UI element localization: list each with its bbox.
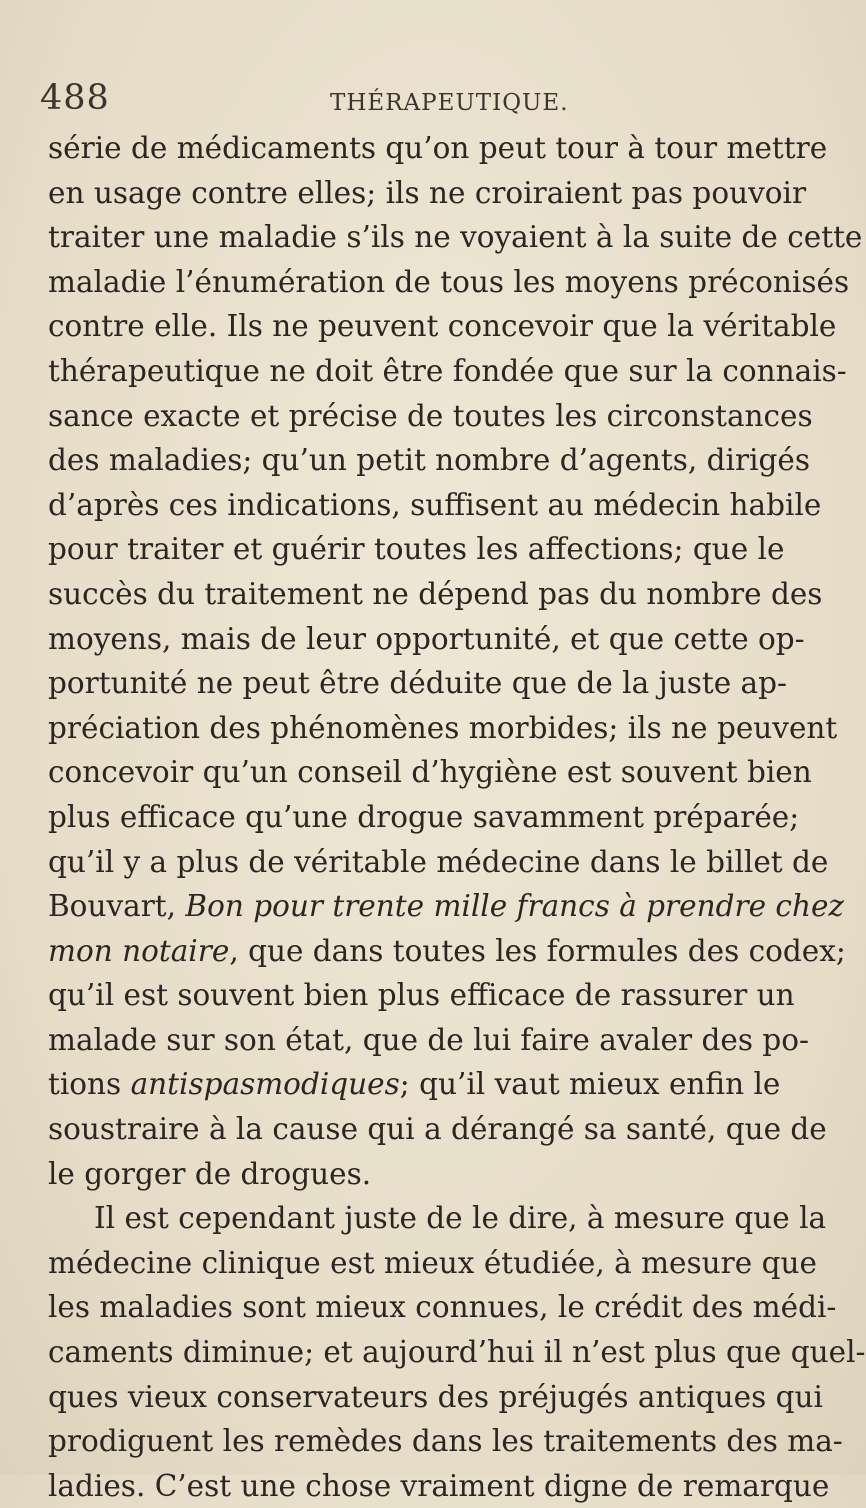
text-run: , que dans toutes les formules des codex;: [229, 933, 846, 968]
text-line-with-italic: [48, 884, 844, 929]
text-line: ladies. C’est une chose vraiment digne de remarque: [48, 1468, 830, 1503]
text-line: prodiguent les remèdes dans les traitements des ma-: [48, 1424, 843, 1459]
text-line: caments diminue; et aujourd’hui il n’est plus que quel-: [48, 1335, 866, 1370]
text-line: pour traiter et guérir toutes les affections; que le: [48, 532, 785, 567]
text-line: en usage contre elles; ils ne croiraient pas pouvoir: [48, 175, 807, 210]
text-line: thérapeutique ne doit être fondée que sur la connais-: [48, 353, 847, 388]
text-line: maladie l’énumération de tous les moyens préconisés: [48, 264, 850, 299]
text-line-paragraph-start: Il est cependant juste de le dire, à mesure que la: [94, 1201, 827, 1236]
text-line-paragraph-end: le gorger de drogues.: [48, 1156, 372, 1191]
text-line: sance exacte et précise de toutes les circonstances: [48, 398, 813, 433]
running-title: THÉRAPEUTIQUE.: [330, 90, 569, 116]
text-line-with-italic: [48, 1062, 780, 1107]
text-line: les maladies sont mieux connues, le crédit des médi-: [48, 1290, 837, 1325]
italic-quote: mon notaire: [48, 933, 230, 968]
text-line: moyens, mais de leur opportunité, et que cette op-: [48, 621, 805, 656]
text-line: portunité ne peut être déduite que de la juste ap-: [48, 666, 787, 701]
text-line: préciation des phénomènes morbides; ils ne peuvent: [48, 710, 838, 745]
text-line: série de médicaments qu’on peut tour à tour mettre: [48, 131, 828, 165]
text-line: qu’il est souvent bien plus efficace de rassurer un: [48, 978, 795, 1013]
text-line: médecine clinique est mieux étudiée, à mesure que: [48, 1245, 817, 1280]
italic-term: antispasmodiques: [130, 1067, 400, 1102]
text-line: concevoir qu’un conseil d’hygiène est souvent bien: [48, 755, 812, 790]
text-line: succès du traitement ne dépend pas du nombre des: [48, 576, 823, 611]
text-line: qu’il y a plus de véritable médecine dans le billet de: [48, 844, 829, 879]
text-run: Bouvart,: [48, 889, 186, 924]
text-line: soustraire à la cause qui a dérangé sa santé, que de: [48, 1112, 827, 1147]
text-line: traiter une maladie s’ils ne voyaient à la suite de cette: [48, 220, 863, 255]
page-number: 488: [40, 78, 110, 118]
text-line: ques vieux conservateurs des préjugés antiques qui: [48, 1379, 823, 1414]
text-line-with-italic: [48, 929, 846, 974]
text-line: d’après ces indications, suffisent au médecin habile: [48, 487, 822, 522]
text-line: contre elle. Ils ne peuvent concevoir que la véritable: [48, 309, 837, 344]
text-run: tions: [48, 1067, 131, 1102]
italic-quote: Bon pour trente mille francs à prendre chez: [185, 889, 844, 924]
running-head: [40, 78, 780, 124]
text-line: des maladies; qu’un petit nombre d’agents, dirigés: [48, 443, 811, 478]
text-line: malade sur son état, que de lui faire avaler des po-: [48, 1022, 809, 1057]
text-run: ; qu’il vaut mieux enfin le: [399, 1067, 781, 1102]
body-text: [48, 126, 866, 1508]
text-line: plus efficace qu’une drogue savamment préparée;: [48, 799, 800, 834]
